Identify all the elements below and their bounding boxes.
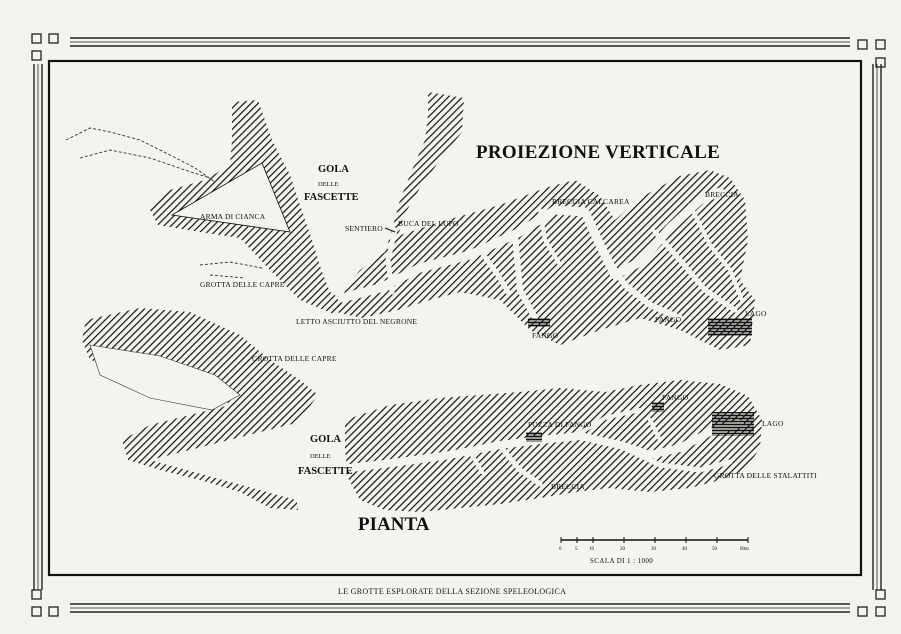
plan-fascette: FASCETTE (298, 466, 353, 477)
vertical-grotta-delle-capre: GROTTA DELLE CAPRE (200, 280, 285, 289)
plan-lago-label: LAGO (762, 419, 784, 428)
plan-pozza-di-fango-label: POZZA DI FANGO (528, 420, 592, 429)
scale-bar (559, 537, 749, 565)
plan-title: PIANTA (358, 514, 430, 535)
plan-grotta-delle-stalattiti: GROTTA DELLE STALATTITI (714, 471, 817, 480)
scale-tick: 10 (589, 547, 594, 552)
scale-tick: 20 (620, 547, 625, 552)
scale-tick: 30 (651, 547, 656, 552)
vertical-sentiero: SENTIERO (345, 224, 383, 233)
vertical-breccia: BRECCIA (705, 190, 739, 199)
scale-tick: 0 (559, 547, 562, 552)
scale-tick: 40 (682, 547, 687, 552)
scale-tick: 50 (712, 547, 717, 552)
sheet-caption: LE GROTTE ESPLORATE DELLA SEZIONE SPELEOLOGICA (338, 587, 567, 596)
plan-cave-rock (345, 380, 762, 512)
vertical-delle: DELLE (318, 181, 339, 188)
vertical-buca-del-lupo: BUCA DEL LUPO (398, 219, 459, 228)
plan-fango-label: FANGO (662, 393, 689, 402)
scale-tick: 60m (740, 547, 749, 552)
plan-breccia-label: BRECCIA (551, 482, 585, 491)
vertical-fascette: FASCETTE (304, 192, 359, 203)
vertical-title: PROIEZIONE VERTICALE (476, 142, 721, 163)
vertical-fango-1: FANGO (532, 331, 559, 340)
plan-section (82, 308, 762, 512)
plan-lago-deposit (712, 412, 754, 436)
vertical-fango-2: FANGO (655, 315, 682, 324)
plan-fango-deposit (652, 402, 664, 412)
vertical-gola: GOLA (318, 164, 349, 175)
lago-deposit (708, 318, 752, 336)
scale-tick: 5 (575, 547, 578, 552)
plan-delle: DELLE (310, 453, 331, 460)
plan-pozza-di-fango (526, 432, 542, 442)
plan-gola: GOLA (310, 434, 341, 445)
scale-label: SCALA DI 1 : 1000 (590, 557, 654, 565)
fango-deposit-1 (528, 318, 550, 327)
plan-grotta-delle-capre: GROTTA DELLE CAPRE (252, 354, 337, 363)
vertical-breccia-calcarea: BRECCIA CALCAREA (552, 197, 630, 206)
vertical-lago: LAGO (745, 309, 767, 318)
vertical-letto: LETTO ASCIUTTO DEL NEGRONE (296, 317, 418, 326)
vertical-arma-di-cianca: ARMA DI CIANCA (200, 212, 266, 221)
